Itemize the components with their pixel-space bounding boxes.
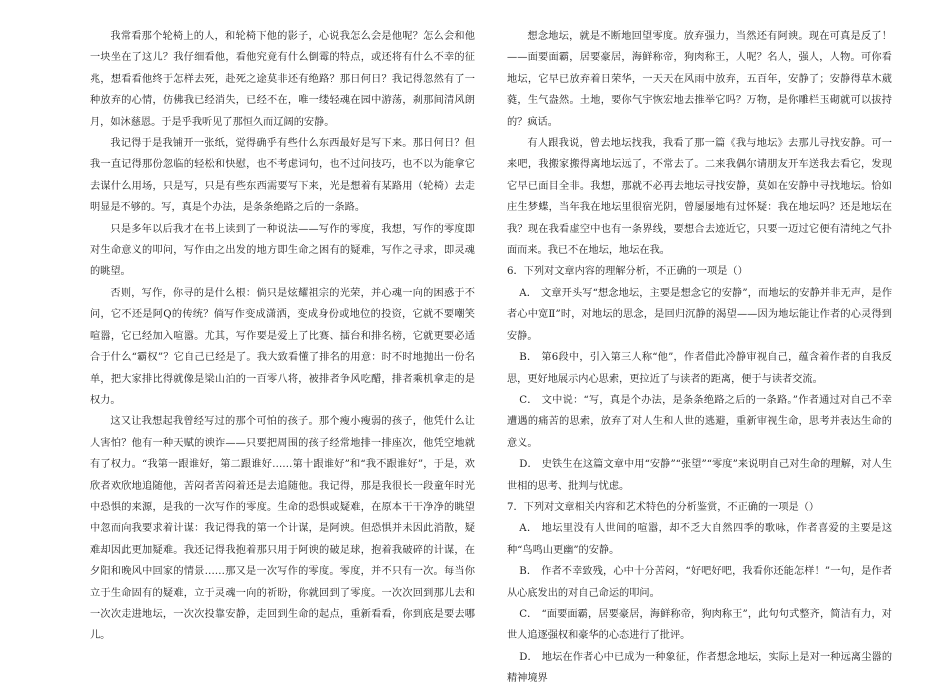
option-d <box>507 454 892 497</box>
option-c <box>507 390 892 454</box>
option-label: D． <box>519 459 538 471</box>
question-7 <box>507 497 892 690</box>
right-column <box>507 26 892 690</box>
option-text: 地坛里没有人世间的喧嚣，却不乏大自然四季的歌咏，作者喜爱的主要是这种“鸟鸣山更幽”的安静。 <box>507 523 893 556</box>
question-stem: 7．下列对文章相关内容和艺术特色的分析鉴赏，不正确的一项是（） <box>507 501 820 513</box>
paragraph: 有人跟我说，曾去地坛找我，我看了那一篇《我与地坛》去那儿寻找安静。可一来吧，我搬家搬得离地坛远了，不常去了。二来我偶尔请朋友开车送我去看它，发现它早已面目全非。我想，那就不必再去地坛寻找安静，莫如在安静中寻找地坛。恰如庄生梦蝶，当年我在地坛里很宿光阴，曾屡屡地有过怀疑：我在地坛吗？还是地坛在我？现在我看虚空中也有一条界线，要想合去迹近它，只要一迈过它便有清纯之气扑面而来。我已不在地坛，地坛在我。 <box>507 138 892 257</box>
option-label: A． <box>519 287 538 299</box>
paragraph: 我记得于是我铺开一张纸，觉得确乎有些什么东西最好是写下来。那日何日？但我一直记得那份忽临的轻松和快慰，也不考虑词句，也不过问技巧，也不以为能拿它去谋什么用场，只是写，只是有些东西需要写下来，光是想着有某路用（轮椅）去走明显是不够的。写，真是个办法，是条条绝路之后的一条路。 <box>90 138 475 214</box>
option-b <box>507 347 892 390</box>
option-text: 史铁生在这篇文章中用“安静”“张望”“零度”来说明自己对生命的理解，对人生世相的思考、批判与忧虑。 <box>507 459 892 492</box>
option-text: 作者不幸致残，心中十分苦闷，“好吧好吧，我看你还能怎样！”一句，是作者从心底发出的对自己命运的叩问。 <box>507 566 892 599</box>
option-a <box>507 518 892 561</box>
option-b <box>507 561 892 604</box>
option-c <box>507 604 892 647</box>
question-6 <box>507 261 892 496</box>
option-label: B． <box>519 352 538 364</box>
option-a <box>507 283 892 347</box>
left-column <box>90 26 475 647</box>
option-label: C． <box>519 394 538 406</box>
paragraph: 否则，写作，你寻的是什么根：倘只是炫耀祖宗的光荣，并心魂一向的困惑于不问，它不还是阿Q的传统？倘写作变成潇洒，变成身份或地位的投资，它就不要嘲笑喧嚣，它已经加入喧嚣。尤其，写作要是爱上了比赛、擂台和排名榜，它就更要必适合于什么“霸权”？它自己已经是了。我大致看懂了排名的用意：时不时地抛出一份名单，把大家排比得就像是梁山泊的一百零八将，被排者争风吃醋，排者乘机拿走的是权力。 <box>90 287 475 406</box>
option-label: D． <box>519 651 538 663</box>
option-d <box>507 647 892 690</box>
option-text: 第6段中，引入第三人称“他”，作者借此冷静审视自己，蕴含着作者的自我反思，更好地展示内心思索，更拉近了与读者的距离，便于与读者交流。 <box>507 352 892 385</box>
option-text: 文章开头写“想念地坛，主要是想念它的安静”，而地坛的安静并非无声，是作者心中宽Ⅱ”时，对地坛的思念，是回归沉静的渴望——因为地坛能让作者的心灵得到安静。 <box>507 287 893 342</box>
paragraph: 这又让我想起我曾经写过的那个可怕的孩子。那个瘦小瘦弱的孩子，他凭什么让人害怕？他有一种天赋的谀诈——只要把周围的孩子经常地排一排座次，他凭空地就有了权力。“我第一跟谁好，第二跟谁好……第十跟谁好”和“我不跟谁好”，于是，欢欣者欢欣地追随他，苦闷者苦闷着还是去追随他。我记得，那是我很长一段童年时光中恐惧的来源，是我的一次写作的零度。生命的恐惧或疑难，在原本干干净净的眺望中忽而向我要求着计谋：我记得我的第一个计谋，是阿谀。但恐惧并未因此消散，疑难却因此更加疑难。我还记得我抱着那只用于阿谀的破足球，抱着我破碎的计谋，在夕阳和晚风中回家的情景……那又是一次写作的零度。零度，并不只有一次。每当你立于生命固有的疑难，立于灵魂一向的祈盼，你就回到了零度。一次次回到那儿去和一次次走进地坛，一次次投靠安静，走回到生命的起点，重新看看，你到底是要去哪儿。 <box>90 416 475 642</box>
paragraph: 我常看那个轮椅上的人，和轮椅下他的影子，心说我怎么会是他呢？怎么会和他一块坐在了这儿？我仔细看他，看他究竟有什么倒霉的特点，或还将有什么不幸的征兆，想看看他终于怎样去死，赴死之途莫非还有绝路？那日何日？我记得忽然有了一种放弃的心情，仿佛我已经消失，已经不在，唯一缕轻魂在园中游荡，刹那间清风朗月，如沐慈恩。于是乎我听见了那恒久而辽阔的安静。 <box>90 31 475 128</box>
option-label: B． <box>519 566 538 578</box>
option-text: 文中说：“写，真是个办法，是条条绝路之后的一条路。”作者通过对自己不幸遭遇的痛苦的思索，放弃了对人生和人世的逃避，重新审视生命，思考并表达生命的意义。 <box>507 394 892 449</box>
option-label: C． <box>519 608 538 620</box>
paragraph: 想念地坛，就是不断地回望零度。放弃强力，当然还有阿谀。现在可真是反了！——面要面霸，居要豪居，海鲜称帝，狗肉称王，人呢？名人，强人，人物。可你看地坛，它早已放弃着日荣华，一天天在风雨中放弃，五百年，安静了；安静得草木葳蕤，生气盎然。土地，要你气宇恢宏地去推举它吗？万物，是你雕栏玉砌就可以拔持的？疯话。 <box>507 31 892 128</box>
question-stem: 6．下列对文章内容的理解分析，不正确的一项是（） <box>507 266 748 278</box>
option-text: 地坛在作者心中已成为一种象征，作者想念地坛，实际上是对一种远离尘嚣的精神境界 <box>507 651 893 685</box>
paragraph: 只是多年以后我才在书上读到了一种说法——写作的零度，我想，写作的零度即对生命意义的叩问，写作由之出发的地方即生命之困有的疑难，写作之寻求，即灵魂的眺望。 <box>90 223 475 278</box>
option-label: A． <box>519 523 538 535</box>
option-text: “面要面霸，居要豪居，海鲜称帝，狗肉称王”，此句句式整齐，简洁有力，对世人追逐强权和豪华的心态进行了批评。 <box>507 608 892 642</box>
